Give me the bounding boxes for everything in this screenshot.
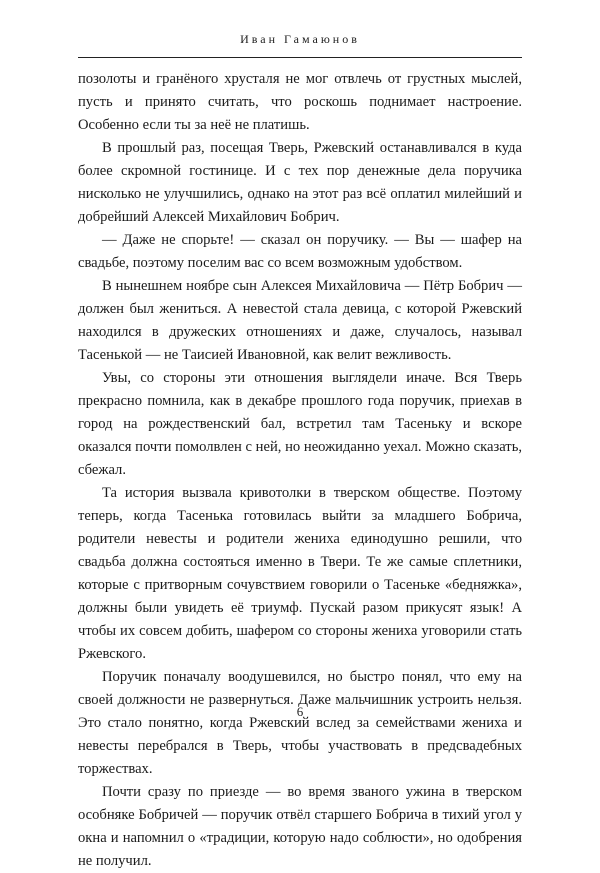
header-rule [78, 57, 522, 58]
page-number: 6 [296, 704, 304, 719]
paragraph: Та история вызвала кривотолки в тверском обществе. Поэтому теперь, когда Тасенька готовилась выйти за младшего Бобрича, родители невесты и родители жениха единодушно решили, что свадьба должна состояться именно в Твери. Те же самые сплетники, которые с притворным сочувствием говорили о Тасеньке «бедняжка», должны были увидеть её триумф. Пускай разом прикусят язык! А чтобы их совсем добить, шафером со стороны жениха уговорили стать Ржевского. [78, 485, 522, 662]
paragraph: В нынешнем ноябре сын Алексея Михайловича — Пётр Бобрич — должен был жениться. А невестой стала девица, с которой Ржевский находился в дружеских отношениях и даже, случалось, называл Тасенькой — не Таисией Ивановной, как велит вежливость. [78, 278, 522, 363]
paragraph: В прошлый раз, посещая Тверь, Ржевский останавливался в куда более скромной гостинице. И с тех пор денежные дела поручика нисколько не улучшились, однако на этот раз всё оплатил милейший и добрейший Алексей Михайлович Бобрич. [78, 140, 522, 225]
running-head: Иван Гамаюнов [240, 32, 360, 46]
body-text [78, 68, 522, 873]
paragraph: Поручик поначалу воодушевился, но быстро понял, что ему на своей должности не развернуться. Даже мальчишник устроить нельзя. Это стало понятно, когда Ржевский вслед за семействами жениха и невесты перебрался в Тверь, чтобы участвовать в предсвадебных торжествах. [78, 669, 522, 777]
paragraph: — Даже не спорьте! — сказал он поручику. — Вы — шафер на свадьбе, поэтому поселим вас со всем возможным удобством. [78, 232, 522, 271]
paragraph: позолоты и гранёного хрусталя не мог отвлечь от грустных мыслей, пусть и принято считать, что роскошь поднимает настроение. Особенно если ты за неё не платишь. [78, 71, 522, 133]
paragraph: Увы, со стороны эти отношения выглядели иначе. Вся Тверь прекрасно помнила, как в декабре прошлого года поручик, приехав в город на рождественский бал, встретил там Тасеньку и вскоре оказался почти помолвлен с ней, но неожиданно уехал. Можно сказать, сбежал. [78, 370, 522, 478]
paragraph: Почти сразу по приезде — во время званого ужина в тверском особняке Бобричей — поручик отвёл старшего Бобрича в тихий угол у окна и напомнил о «традиции, которую надо соблюсти», но одобрения не получил. [78, 784, 522, 869]
